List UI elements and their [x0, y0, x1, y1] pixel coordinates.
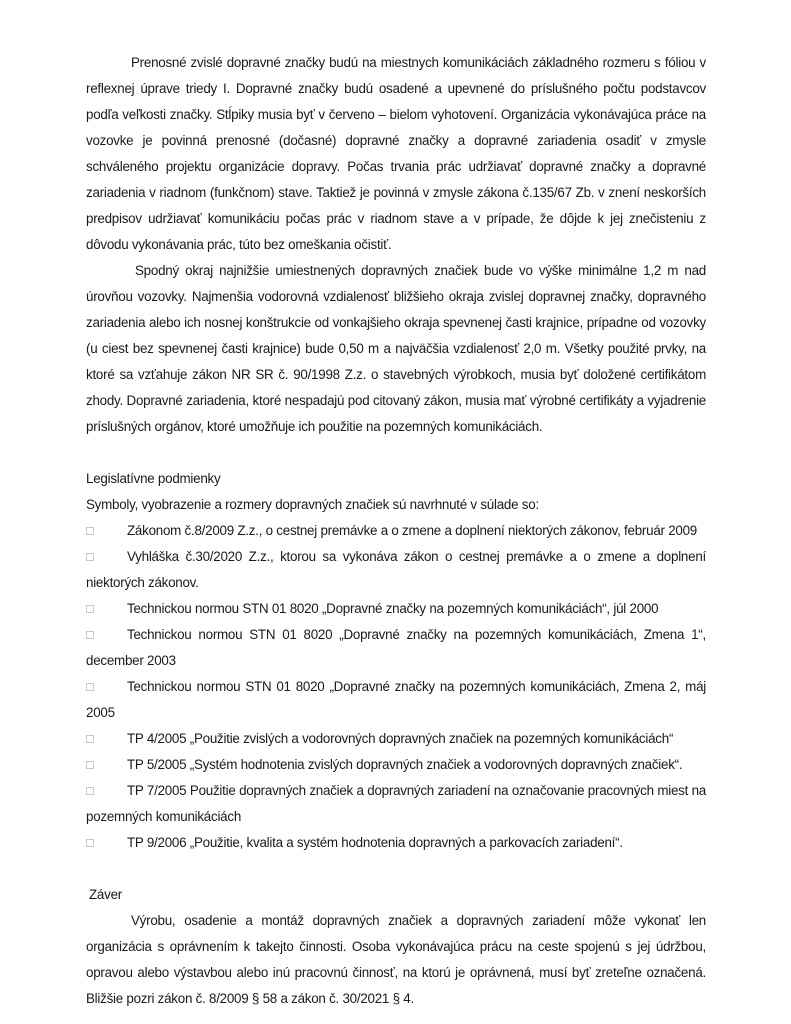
- legislation-heading: Legislatívne podmienky: [86, 471, 221, 486]
- document-page: [86, 50, 706, 1012]
- list-item: Technickou normou STN 01 8020 „Dopravné značky na pozemných komunikáciách, Zmena 2, máj 2005: [86, 679, 706, 720]
- list-item: TP 7/2005 Použitie dopravných značiek a dopravných zariadení na označovanie pracovných miest na pozemných komunikáciách: [86, 783, 706, 824]
- legislation-intro: Symboly, vyobrazenie a rozmery dopravných značiek sú navrhnuté v súlade so:: [86, 497, 539, 512]
- empty-square-icon: [86, 787, 94, 795]
- conclusion-heading: Záver: [89, 887, 122, 902]
- paragraph-portable-signs: Prenosné zvislé dopravné značky budú na miestnych komunikáciách základného rozmeru s fóliou v reflexnej úprave triedy I. Dopravné značky budú osadené a upevnené do príslušného počtu podstavcov podľa veľkosti značky. Stĺpiky musia byť v červeno – bielom vyhotovení. Organizácia vykonávajúca práce na vozovke je povinná prenosné (dočasné) dopravné značky a dopravné zariadenia osadiť v zmysle schváleného projektu organizácie dopravy. Počas trvania prác udržiavať dopravné značky a dopravné zariadenia v riadnom (funkčnom) stave. Taktiež je povinná v zmysle zákona č.135/67 Zb. v znení neskorších predpisov udržiavať komunikáciu počas prác v riadnom stave a v prípade, že dôjde k jej znečisteniu z dôvodu vykonávania prác, túto bez omeškania očistiť.: [86, 55, 706, 252]
- spacer: [86, 440, 706, 466]
- list-item: TP 5/2005 „Systém hodnotenia zvislých dopravných značiek a vodorovných dopravných značiek“.: [86, 752, 706, 778]
- empty-square-icon: [86, 761, 94, 769]
- legislation-list: [86, 518, 706, 856]
- empty-square-icon: [86, 735, 94, 743]
- empty-square-icon: [86, 553, 94, 561]
- list-item: Technickou normou STN 01 8020 „Dopravné značky na pozemných komunikáciách, Zmena 1“, december 2003: [86, 627, 706, 668]
- list-item: TP 9/2006 „Použitie, kvalita a systém hodnotenia dopravných a parkovacích zariadení“.: [86, 830, 706, 856]
- conclusion-paragraph: Výrobu, osadenie a montáž dopravných značiek a dopravných zariadení môže vykonať len organizácia s oprávnením k takejto činnosti. Osoba vykonávajúca prácu na ceste spojenú s jej údržbou, opravou alebo výstavbou alebo inú pracovnú činnosť, na ktorú je oprávnená, musí byť zreteľne označená. Bližšie pozri zákon č. 8/2009 § 58 a zákon č. 30/2021 § 4.: [86, 913, 706, 1006]
- list-item: Zákonom č.8/2009 Z.z., o cestnej premávke a o zmene a doplnení niektorých zákonov, február 2009: [86, 518, 706, 544]
- list-item: Vyhláška č.30/2020 Z.z., ktorou sa vykonáva zákon o cestnej premávke a o zmene a doplnení niektorých zákonov.: [86, 549, 706, 590]
- empty-square-icon: [86, 683, 94, 691]
- list-item: TP 4/2005 „Použitie zvislých a vodorovných dopravných značiek na pozemných komunikáciách“: [86, 726, 706, 752]
- empty-square-icon: [86, 527, 94, 535]
- list-item: Technickou normou STN 01 8020 „Dopravné značky na pozemných komunikáciách“, júl 2000: [86, 596, 706, 622]
- paragraph-sign-placement: Spodný okraj najnižšie umiestnených dopravných značiek bude vo výške minimálne 1,2 m nad úrovňou vozovky. Najmenšia vodorovná vzdialenosť bližšieho okraja zvislej dopravnej značky, dopravného zariadenia alebo ich nosnej konštrukcie od vonkajšieho okraja spevnenej časti krajnice, prípadne od vozovky (u ciest bez spevnenej časti krajnice) bude 0,50 m a najväčšia vzdialenosť 2,0 m. Všetky použité prvky, na ktoré sa vzťahuje zákon NR SR č. 90/1998 Z.z. o stavebných výrobkoch, musia byť doložené certifikátom zhody. Dopravné zariadenia, ktoré nespadajú pod citovaný zákon, musia mať výrobné certifikáty a vyjadrenie príslušných orgánov, ktoré umožňuje ich použitie na pozemných komunikáciách.: [86, 263, 706, 434]
- empty-square-icon: [86, 839, 94, 847]
- spacer: [86, 856, 706, 882]
- empty-square-icon: [86, 631, 94, 639]
- empty-square-icon: [86, 605, 94, 613]
